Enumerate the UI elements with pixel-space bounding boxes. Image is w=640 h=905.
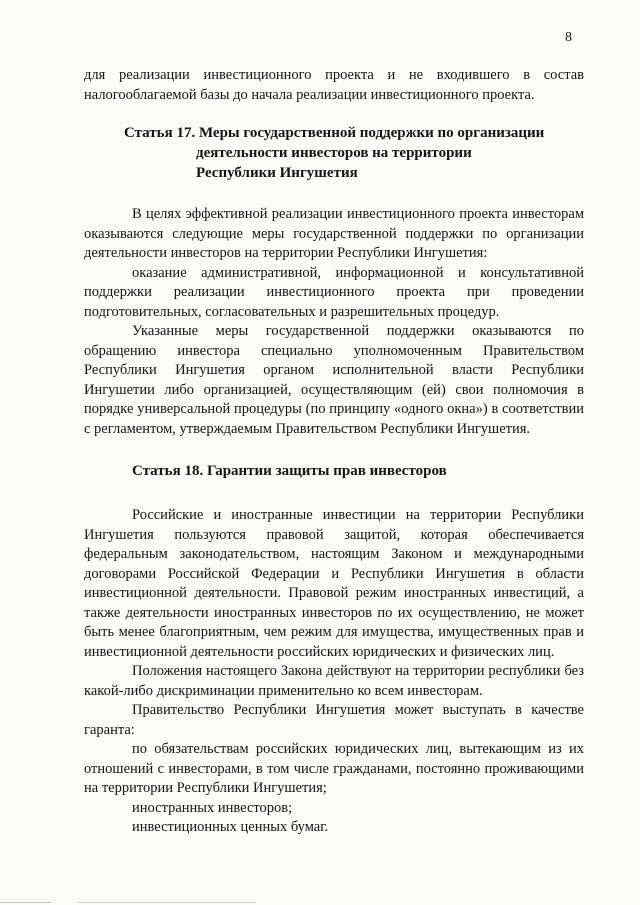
article-17-heading-line2: деятельности инвесторов на территории (196, 145, 472, 161)
article-18-list-item-3: инвестиционных ценных бумаг. (132, 819, 329, 835)
article-17-heading-line1: Статья 17. Меры государственной поддержки по организации (124, 125, 545, 141)
document-body (84, 66, 584, 838)
article-18-paragraph-2: Положения настоящего Закона действуют на территории республики без какой-либо дискриминации применительно ко всем инвесторам. (84, 663, 584, 699)
intro-paragraph: для реализации инвестиционного проекта и не входившего в состав налогооблагаемой базы до начала реализации инвестиционного проекта. (84, 67, 584, 103)
page-number: 8 (565, 30, 572, 45)
scan-artifact-line (0, 902, 640, 903)
article-17-paragraph-3: Указанные меры государственной поддержки оказываются по обращению инвестора специально уполномоченным Правительством Республики Ингушетия органом исполнительной власти Республики Ингушетии либо организацией, осуществляющим (ей) свои полномочия в порядке универсальной процедуры (по принципу «одного окна») в соответствии с регламентом, утверждаемым Правительством Республики Ингушетия. (84, 323, 584, 437)
article-17-list-item: оказание административной, информационной и консультативной поддержки реализации инвестиционного проекта при проведении подготовительных, согласовательных и разрешительных процедур. (84, 264, 584, 320)
article-17-heading (84, 123, 584, 183)
article-18-paragraph-3: Правительство Республики Ингушетия может выступать в качестве гаранта: (84, 702, 584, 738)
article-18-list-item-2: иностранных инвесторов; (132, 799, 293, 816)
article-17-heading-line3: Республики Ингушетия (196, 165, 358, 181)
article-18-heading: Статья 18. Гарантии защиты прав инвесторов (132, 463, 447, 479)
article-17-paragraph-1: В целях эффективной реализации инвестиционного проекта инвесторам оказываются следующие меры государственной поддержки по организации деятельности инвесторов на территории Республики Ингушетия: (84, 206, 584, 261)
article-18-list-item-1: по обязательствам российских юридических лиц, вытекающим из их отношений с инвесторами, в том числе гражданами, постоянно проживающими на территории Республики Ингушетия; (84, 741, 584, 796)
article-18-paragraph-1: Российские и иностранные инвестиции на территории Республики Ингушетия пользуются правовой защитой, которая обеспечивается федеральным законодательством, настоящим Законом и международными договорами Российской Федерации и Республики Ингушетия в области инвестиционной деятельности. Правовой режим иностранных инвестиций, а также деятельности иностранных инвесторов по их осуществлению, не может быть менее благоприятным, чем режим для имущества, имущественных прав и инвестиционной деятельности российских юридических и физических лиц. (84, 507, 584, 660)
